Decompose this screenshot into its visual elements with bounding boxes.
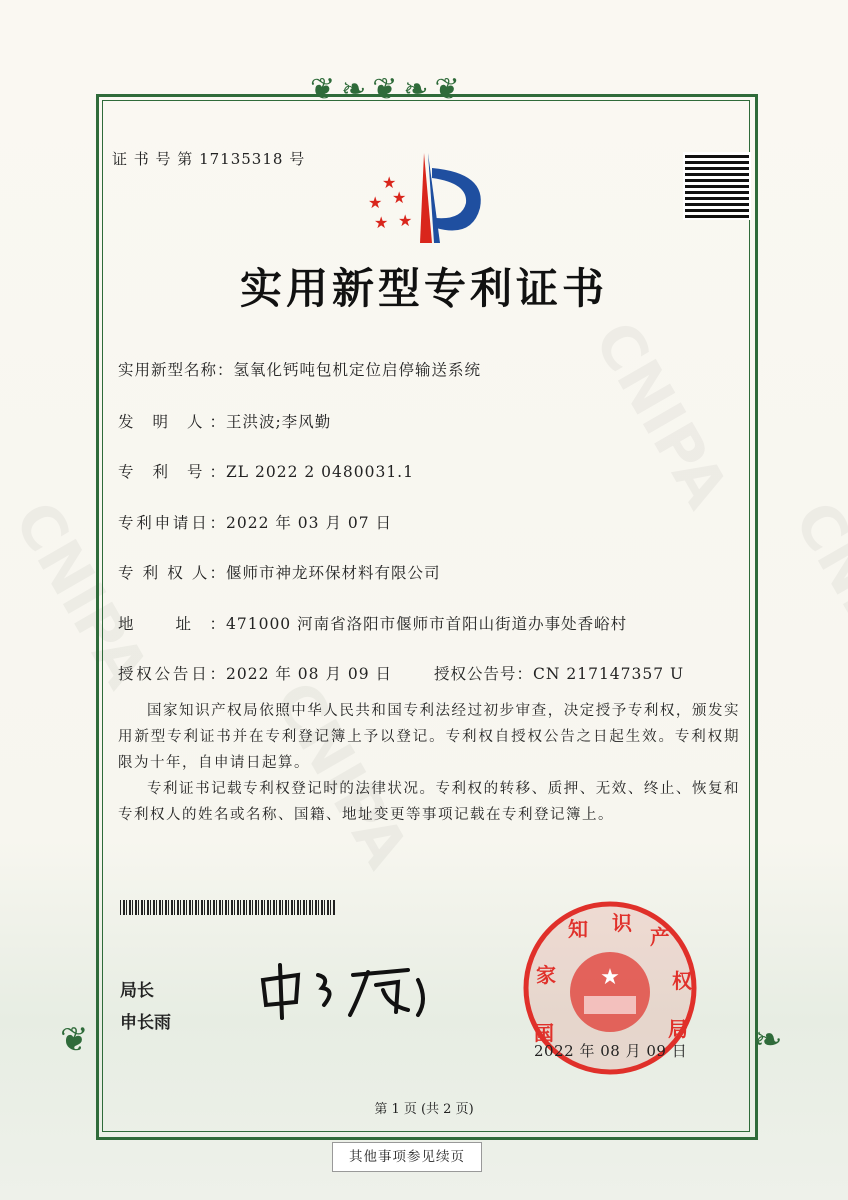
svg-text:知: 知 xyxy=(568,917,588,941)
certificate-number: 证 书 号 第 17135318 号 xyxy=(112,150,306,168)
field-value: 471000 河南省洛阳市偃师市首阳山街道办事处香峪村 xyxy=(226,615,628,633)
page-number: 第 1 页 (共 2 页) xyxy=(374,1102,474,1117)
address xyxy=(118,612,627,634)
inventor xyxy=(118,410,331,432)
field-value: 王洪波;李风勤 xyxy=(226,413,332,431)
svg-text:★: ★ xyxy=(392,188,407,207)
statement-paragraph: 专利证书记载专利权登记时的法律状况。专利权的转移、质押、无效、终止、恢复和专利权人的姓名或名称、国籍、地址变更等事项记载在专利登记簿上。 xyxy=(118,781,740,823)
patentee xyxy=(118,561,441,583)
svg-text:★: ★ xyxy=(382,173,397,192)
corner-ornament: ❧ xyxy=(754,1020,783,1060)
utility-model-name xyxy=(118,358,481,380)
svg-text:★: ★ xyxy=(374,213,389,232)
field-label: 实用新型名称： xyxy=(118,361,234,379)
field-label: 地 址： xyxy=(118,615,226,633)
svg-text:权: 权 xyxy=(672,969,692,993)
director-name: 申长雨 xyxy=(120,1013,171,1033)
qr-code xyxy=(683,152,751,220)
field-value: 2022 年 08 月 09 日 xyxy=(226,665,393,683)
patent-number xyxy=(118,460,414,482)
svg-text:识: 识 xyxy=(612,911,632,935)
field-label: 授权公告号： xyxy=(434,665,534,683)
filing-date xyxy=(118,511,392,533)
svg-text:国: 国 xyxy=(534,1021,554,1045)
footer-note: 其他事项参见续页 xyxy=(332,1142,482,1172)
field-label: 专利申请日： xyxy=(118,514,226,532)
statement-paragraph: 国家知识产权局依照中华人民共和国专利法经过初步审查，决定授予专利权，颁发实用新型专利证书并在专利登记簿上予以登记。专利权自授权公告之日起生效。专利权期限为十年，自申请日起算。 xyxy=(118,703,740,771)
svg-text:产: 产 xyxy=(650,925,670,949)
barcode xyxy=(120,900,335,915)
corner-ornament: ❦ xyxy=(60,1020,89,1060)
field-label: 发 明 人： xyxy=(118,413,226,431)
top-ornament: ❦❧❦❧❦ xyxy=(310,72,466,107)
field-label: 授权公告日： xyxy=(118,665,226,683)
watermark xyxy=(780,490,848,699)
svg-text:家: 家 xyxy=(536,963,556,987)
svg-text:★: ★ xyxy=(600,965,620,990)
grant-date xyxy=(118,662,392,684)
svg-text:★: ★ xyxy=(398,211,413,230)
signature xyxy=(258,960,438,1020)
field-value: 偃师市神龙环保材料有限公司 xyxy=(226,564,441,582)
svg-text:局: 局 xyxy=(668,1017,688,1041)
field-label: 专 利 权 人： xyxy=(118,564,226,582)
grant-number xyxy=(434,662,684,684)
cnipa-logo xyxy=(362,148,492,248)
field-value: 氢氧化钙吨包机定位启停输送系统 xyxy=(233,361,482,379)
page-title: 实用新型专利证书 xyxy=(239,264,608,313)
field-value: ZL 2022 2 0480031.1 xyxy=(226,463,414,481)
svg-text:★: ★ xyxy=(368,193,383,212)
field-value: CN 217147357 U xyxy=(533,665,685,683)
seal-date: 2022 年 08 月 09 日 xyxy=(534,1042,688,1060)
field-label: 专 利 号： xyxy=(118,463,226,481)
field-value: 2022 年 03 月 07 日 xyxy=(226,514,393,532)
director-title: 局长 xyxy=(120,981,154,1001)
